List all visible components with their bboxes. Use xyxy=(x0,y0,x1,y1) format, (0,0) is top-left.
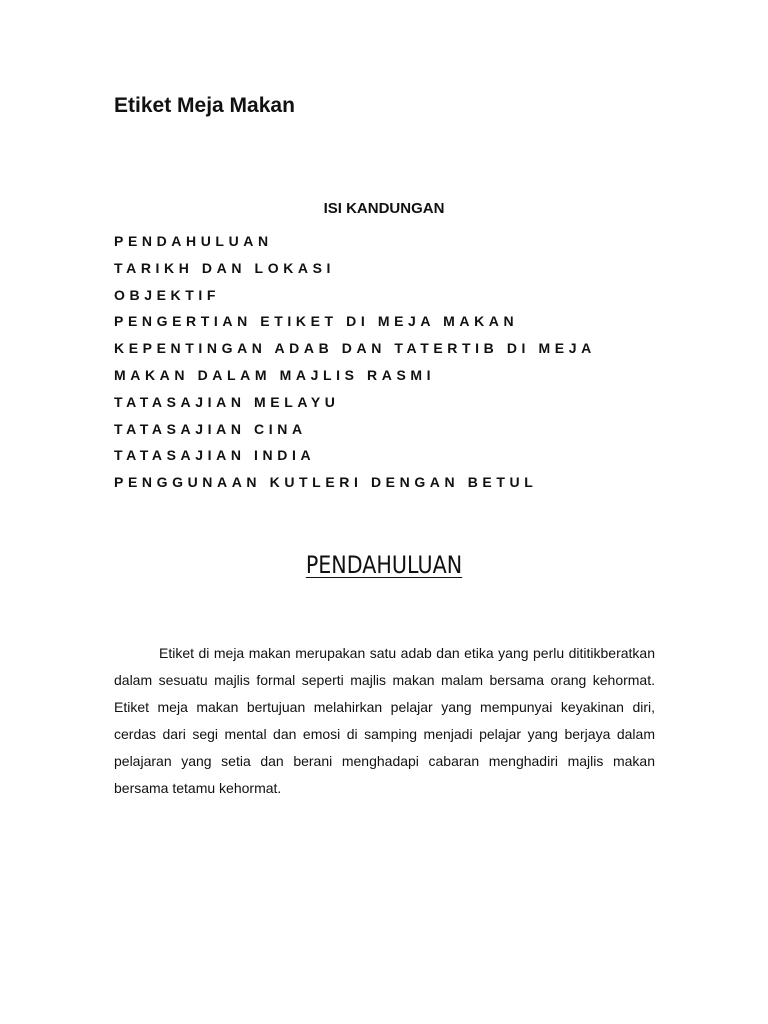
document-title: Etiket Meja Makan xyxy=(114,94,295,117)
section-heading-text: PENDAHULUAN xyxy=(305,551,463,579)
toc-item-penggunaan-kutleri: PENGGUNAAN KUTLERI DENGAN BETUL xyxy=(114,474,538,491)
section-heading xyxy=(54,549,714,581)
intro-paragraph: Etiket di meja makan merupakan satu adab dan etika yang perlu dititikberatkan dalam sesuatu majlis formal seperti majlis makan malam bersama orang kehormat. Etiket meja makan bertujuan melahirkan pelajar yang mempunyai keyakinan diri, cerdas dari segi mental dan emosi di samping menjadi pelajar yang berjaya dalam pelajaran yang setia dan berani menghadapi cabaran menghadiri majlis makan bersama tetamu kehormat. xyxy=(114,645,655,796)
toc-heading: ISI KANDUNGAN xyxy=(323,200,445,217)
toc-item-kepentingan-adab: KEPENTINGAN ADAB DAN TATERTIB DI MEJA xyxy=(114,340,596,357)
toc-item-tatasajian-melayu: TATASAJIAN MELAYU xyxy=(114,393,340,410)
toc-item-objektif: OBJEKTIF xyxy=(114,286,221,303)
toc-item-tarikh-dan-lokasi: TARIKH DAN LOKASI xyxy=(114,259,336,276)
toc-item-majlis-rasmi: MAKAN DALAM MAJLIS RASMI xyxy=(114,366,436,383)
toc-item-pendahuluan: PENDAHULUAN xyxy=(114,233,273,249)
toc-item-tatasajian-india: TATASAJIAN INDIA xyxy=(114,447,316,464)
table-of-contents xyxy=(114,228,596,496)
toc-item-tatasajian-cina: TATASAJIAN CINA xyxy=(114,420,307,437)
toc-item-pengertian-etiket: PENGERTIAN ETIKET DI MEJA MAKAN xyxy=(114,313,519,330)
